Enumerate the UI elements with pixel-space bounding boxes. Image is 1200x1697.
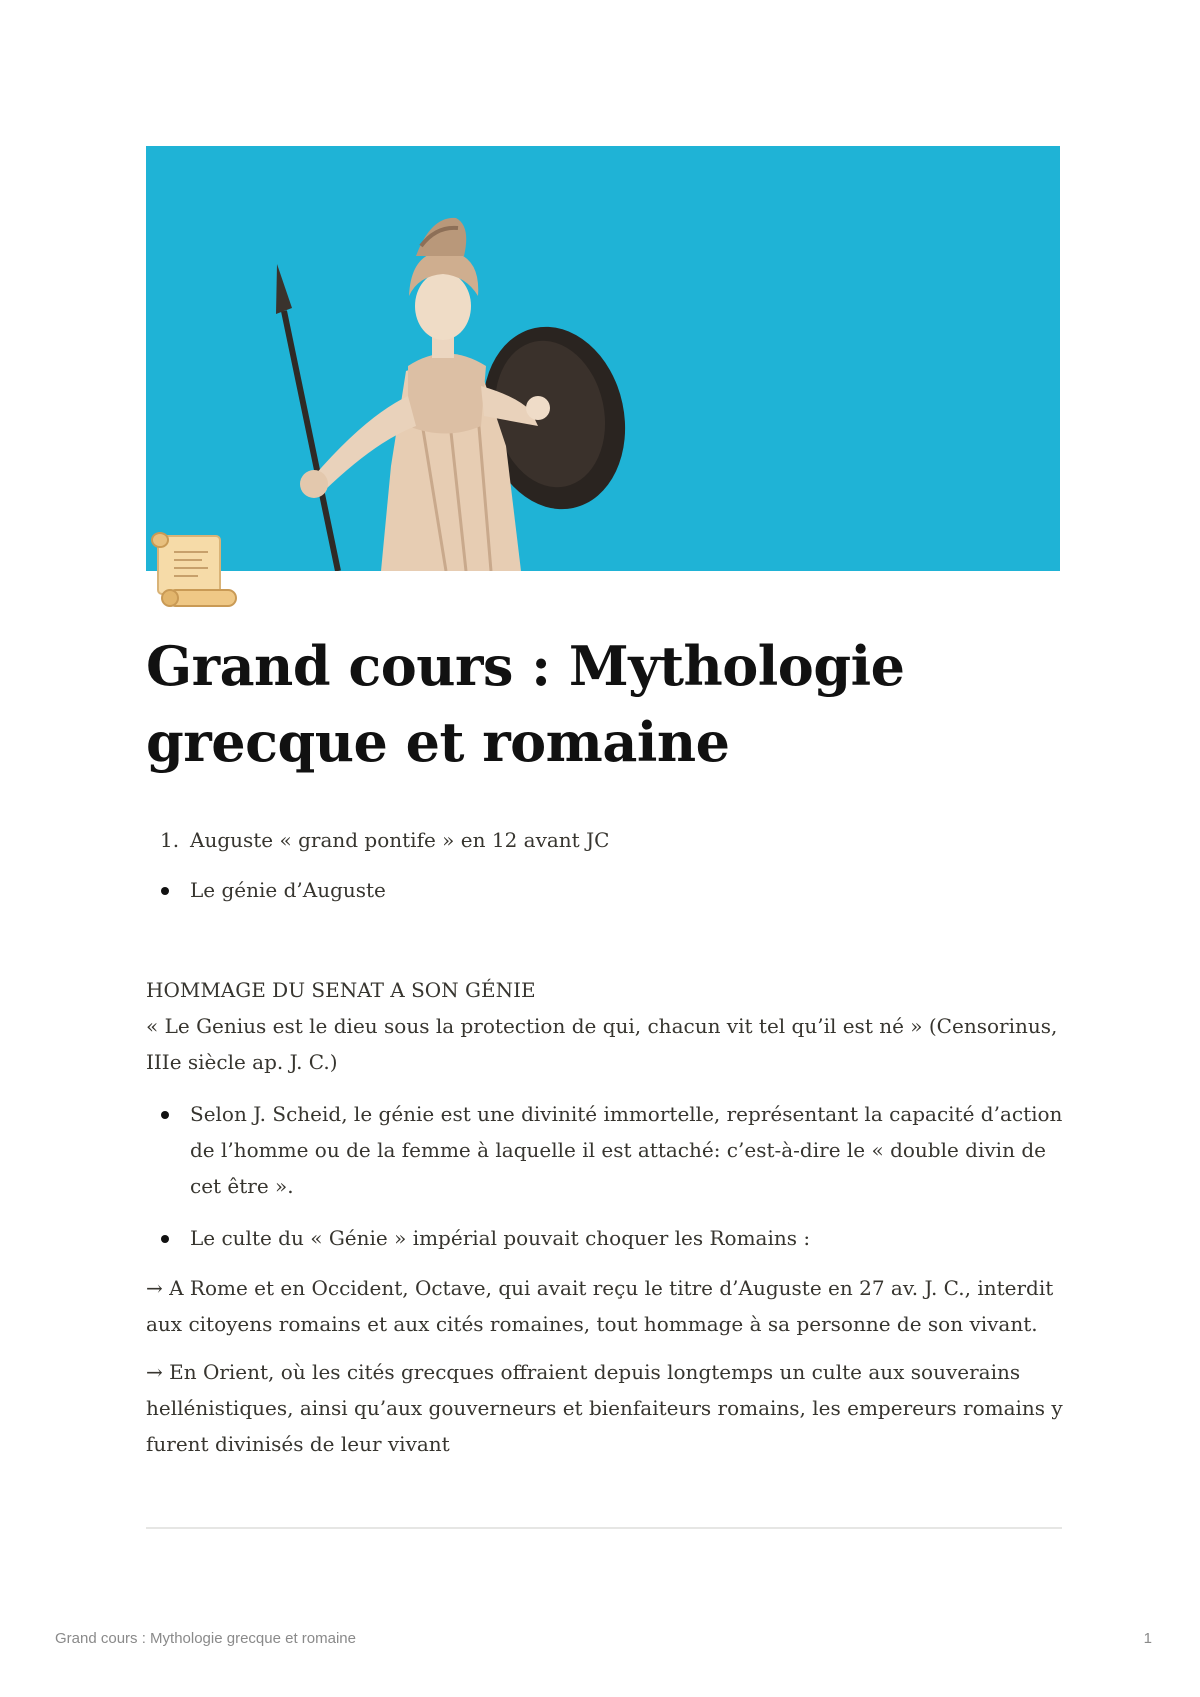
list-number: 1.	[160, 828, 180, 852]
athena-statue-illustration	[146, 146, 1060, 571]
text-paragraph: → En Orient, où les cités grecques offraient depuis longtemps un culte aux souverains hellénistiques, ainsi qu’aux gouverneurs et bienfaiteurs romains, les empereurs romains y furent divinisés de leur vivant	[146, 1360, 1063, 1456]
bulleted-list-item: Le culte du « Génie » impérial pouvait choquer les Romains :	[146, 1220, 1066, 1256]
list-item-text: Auguste « grand pontife » en 12 avant JC	[190, 828, 610, 852]
section-heading: HOMMAGE DU SENAT A SON GÉNIE	[146, 978, 536, 1002]
scroll-icon	[150, 530, 242, 612]
numbered-list-item	[146, 822, 1066, 858]
cover-image	[146, 146, 1060, 571]
page-number: 1	[1143, 1630, 1152, 1647]
footer-title: Grand cours : Mythologie grecque et romaine	[55, 1630, 356, 1647]
bulleted-list-item: Le génie d’Auguste	[146, 872, 1066, 908]
page-content	[146, 822, 1066, 1462]
page-title: Grand cours : Mythologie grecque et romaine	[146, 634, 905, 774]
quote-paragraph: « Le Genius est le dieu sous la protection de qui, chacun vit tel qu’il est né » (Censorinus, IIIe siècle ap. J. C.)	[146, 1014, 1058, 1074]
divider	[146, 1527, 1062, 1529]
text-paragraph: → A Rome et en Occident, Octave, qui avait reçu le titre d’Auguste en 27 av. J. C., interdit aux citoyens romains et aux cités romaines, tout hommage à sa personne de son vivant.	[146, 1276, 1054, 1336]
bulleted-list-item: Selon J. Scheid, le génie est une divinité immortelle, représentant la capacité d’action de l’homme ou de la femme à laquelle il est attaché: c’est-à-dire le « double divin de cet être ».	[146, 1096, 1066, 1204]
